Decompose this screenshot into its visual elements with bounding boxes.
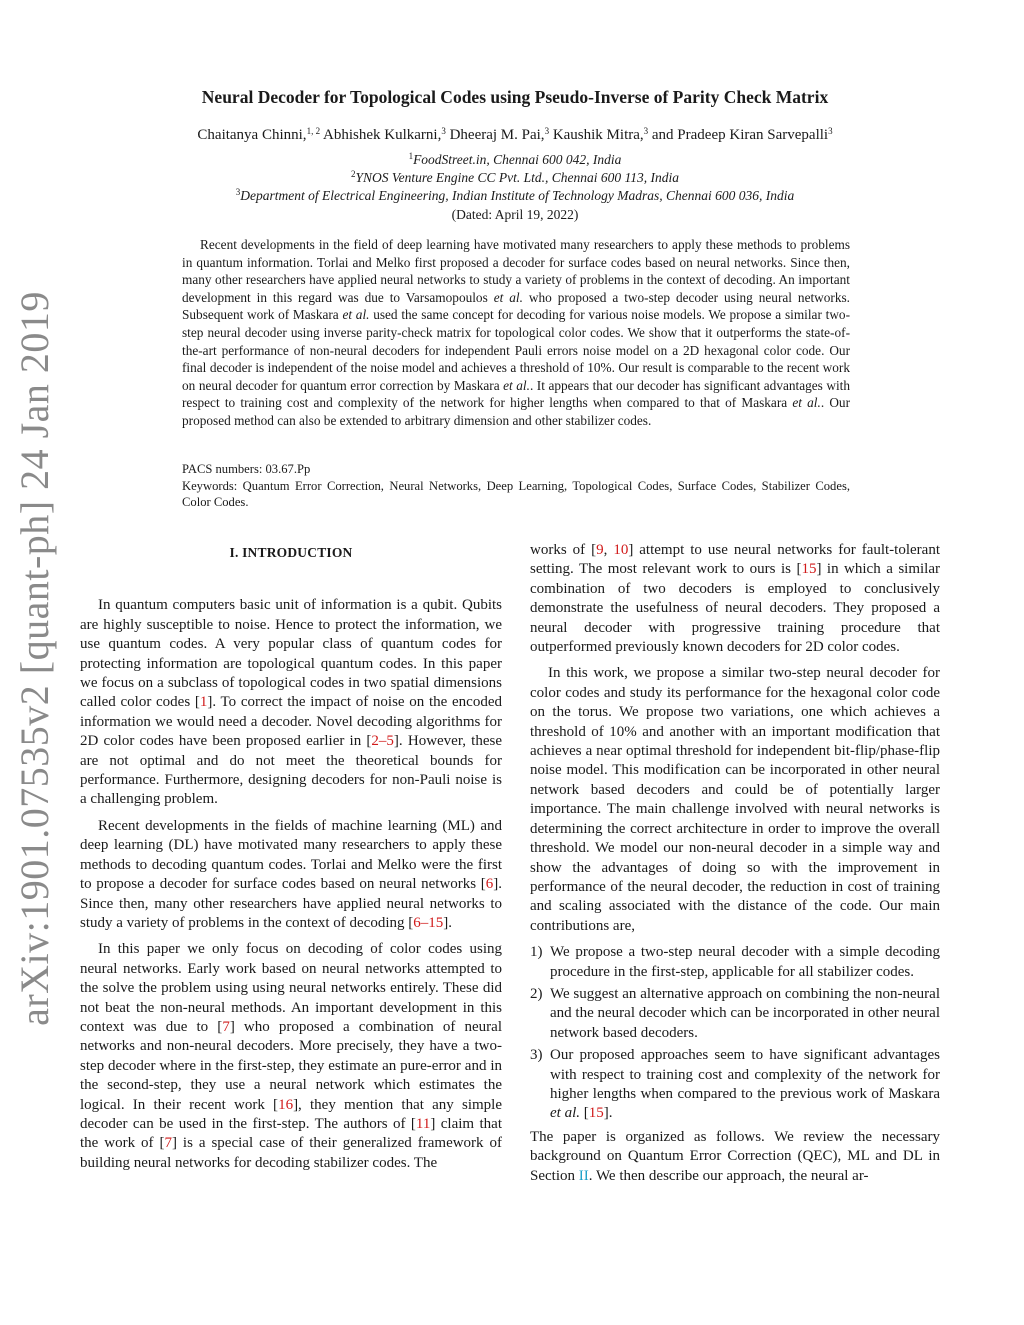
citation-link[interactable]: 16 <box>278 1096 294 1113</box>
paragraph: works of [9, 10] attempt to use neural networks for fault-tolerant setting. The most relevant work to ours is [15] in which a similar combination of two decoders is employed to conclusively demonstrate the usefulness of neural decoders. They proposed a neural decoder with progressive training procedure that outperformed previously known decoders for 2D color codes. <box>530 542 940 656</box>
left-column <box>80 543 502 1180</box>
keywords: Keywords: Quantum Error Correction, Neural Networks, Deep Learning, Topological Codes, Surface Codes, Stabilizer Codes, Color Codes. <box>182 478 850 509</box>
abstract: Recent developments in the field of deep learning have motivated many researchers to apply these methods to problems in quantum information. Torlai and Melko first proposed a decoder for surface codes based on neural networks. Since then, many other researchers have applied neural networks to study a variety of problems in the context of decoding. An important development in this regard was due to Varsamopoulos et al. who proposed a two-step decoder using neural networks. Subsequent work of Maskara et al. used the same concept for decoding for various noise models. We propose a similar two-step neural decoder using inverse parity-check matrix for topological color codes. We show that it outperforms the state-of-the-art performance of non-neural decoders for independent Pauli errors noise model on a 2D hexagonal color code. Our final decoder is independent of the noise model and achieves a threshold of 10%. Our result is comparable to the recent work on neural decoder for quantum error correction by Maskara et al.. It appears that our decoder has significant advantages with respect to training cost and complexity of the network for higher lengths when compared to that of Maskara et al.. Our proposed method can also be extended to arbitrary dimension and other stabilizer codes. <box>182 237 851 428</box>
paragraph: In this work, we propose a similar two-step neural decoder for color codes and study its performance for the hexagonal color code on the torus. We propose two variations, one which achieves a threshold of 10% and another with an important modification that achieves a near optimal threshold for independent bit-flip/phase-flip noise model. This modification can be incorporated in other neural network based decoders and could be of potentially larger importance. The main challenge involved with neural networks is determining the correct architecture in order to improve the overall threshold. We model our non-neural decoder in a simple way and show the advantages of doing so with the improvement in performance of the neural decoder, the reduction in cost of training and scaling associated with the distance of the code. Our main contributions are, <box>530 665 940 934</box>
right-column <box>530 541 940 1193</box>
dated-line: (Dated: April 19, 2022) <box>451 207 579 222</box>
pacs-numbers: PACS numbers: 03.67.Pp <box>182 462 311 476</box>
arxiv-stamp <box>10 290 58 1026</box>
paragraph: The paper is organized as follows. We review the necessary background on Quantum Error Correction (QEC), ML and DL in Section II. We then describe our approach, the neural ar- <box>530 1128 940 1184</box>
citation-link[interactable]: 10 <box>613 542 629 558</box>
author: Kaushik Mitra,$^3$ <box>552 126 649 143</box>
author: Dheeraj M. Pai,$^3$ <box>449 126 550 143</box>
contribution-list <box>530 943 940 1124</box>
citation-link[interactable]: 7 <box>222 1018 230 1035</box>
citation-link[interactable]: 2–5 <box>371 733 394 750</box>
author: Chaitanya Chinni,$^{1, 2}$ <box>197 126 321 143</box>
author: Abhishek Kulkarni,$^3$ <box>323 126 446 143</box>
citation-link[interactable]: 11 <box>415 1115 431 1132</box>
author: and Pradeep Kiran Sarvepalli$^3$ <box>651 126 833 143</box>
affiliation: $^1$FoodStreet.in, Chennai 600 042, India <box>408 151 622 167</box>
section-link[interactable]: II <box>578 1167 589 1184</box>
citation-link[interactable]: 6–15 <box>413 914 444 931</box>
list-item: 1) We propose a two-step neural decoder with a simple decoding procedure in the first-step, applicable for all stabilizer codes. <box>530 944 940 980</box>
paragraph: In quantum computers basic unit of information is a qubit. Qubits are highly susceptible to noise. Hence to protect the information, we use quantum codes. A very popular class of quantum codes for protecting information are topological quantum codes. In this paper we focus on a subclass of topological codes in two spatial dimensions called color codes [1]. To correct the impact of noise on the encoded information we would need a decoder. Novel decoding algorithms for 2D color codes have been proposed earlier in [2–5]. However, these are not optimal and do not meet the theoretical bounds for performance. Furthermore, designing decoders for non-Pauli noise is a challenging problem. <box>80 597 502 808</box>
citation-link[interactable]: 15 <box>588 1105 604 1122</box>
citation-link[interactable]: 15 <box>801 561 817 578</box>
list-item: 2) We suggest an alternative approach on combining the non-neural and the neural decoder which can be incorporated in other neural network based decoders. <box>530 985 940 1041</box>
paragraph: Recent developments in the fields of machine learning (ML) and deep learning (DL) have motivated many researchers to apply these methods to decoding quantum codes. Torlai and Melko were the first to propose a decoder for surface codes based on neural networks [6]. Since then, many other researchers have applied neural networks to study a variety of problems in the context of decoding [6–15]. <box>80 817 502 931</box>
paper-title: Neural Decoder for Topological Codes using Pseudo-Inverse of Parity Check Matrix <box>201 87 829 107</box>
section-heading: I. INTRODUCTION <box>229 545 353 560</box>
citation-link[interactable]: 7 <box>164 1135 172 1152</box>
paragraph: In this paper we only focus on decoding of color codes using neural networks. Early work based on neural networks attempted to the solve the problem using using neural networks entirely. These did not beat the non-neural methods. An important development in this context was due to [7] who proposed a combination of neural networks and non-neural decoders. More precisely, they have a two-step decoder where in the first-step, they estimate an pure-error and in the second-step, they use a neural network which estimates the logical. In their recent work [16], they mention that any simple decoder can be used in the first-step. The authors of [11] claim that the work of [7] is a special case of their generalized framework of building neural networks for decoding stabilizer codes. The <box>80 941 502 1171</box>
author-list <box>100 127 930 144</box>
citation-link[interactable]: 9 <box>596 542 604 558</box>
pacs-keywords <box>182 461 850 511</box>
arxiv-stamp-text: arXiv:1901.07535v2 [quant-ph] 24 Jan 2019 <box>11 290 57 1026</box>
citation-link[interactable]: 6 <box>485 876 494 893</box>
citation-link[interactable]: 1 <box>199 694 208 711</box>
affiliation: $^2$YNOS Venture Engine CC Pvt. Ltd., Chennai 600 113, India <box>350 169 680 185</box>
list-item: 3) Our proposed approaches seem to have significant advantages with respect to training cost and complexity of the network for higher lengths when compared to the previous work of Maskara et al. [15]. <box>530 1047 940 1122</box>
affiliation: $^3$Department of Electrical Engineering, Indian Institute of Technology Madras, Chennai 600 036, India <box>235 187 795 203</box>
